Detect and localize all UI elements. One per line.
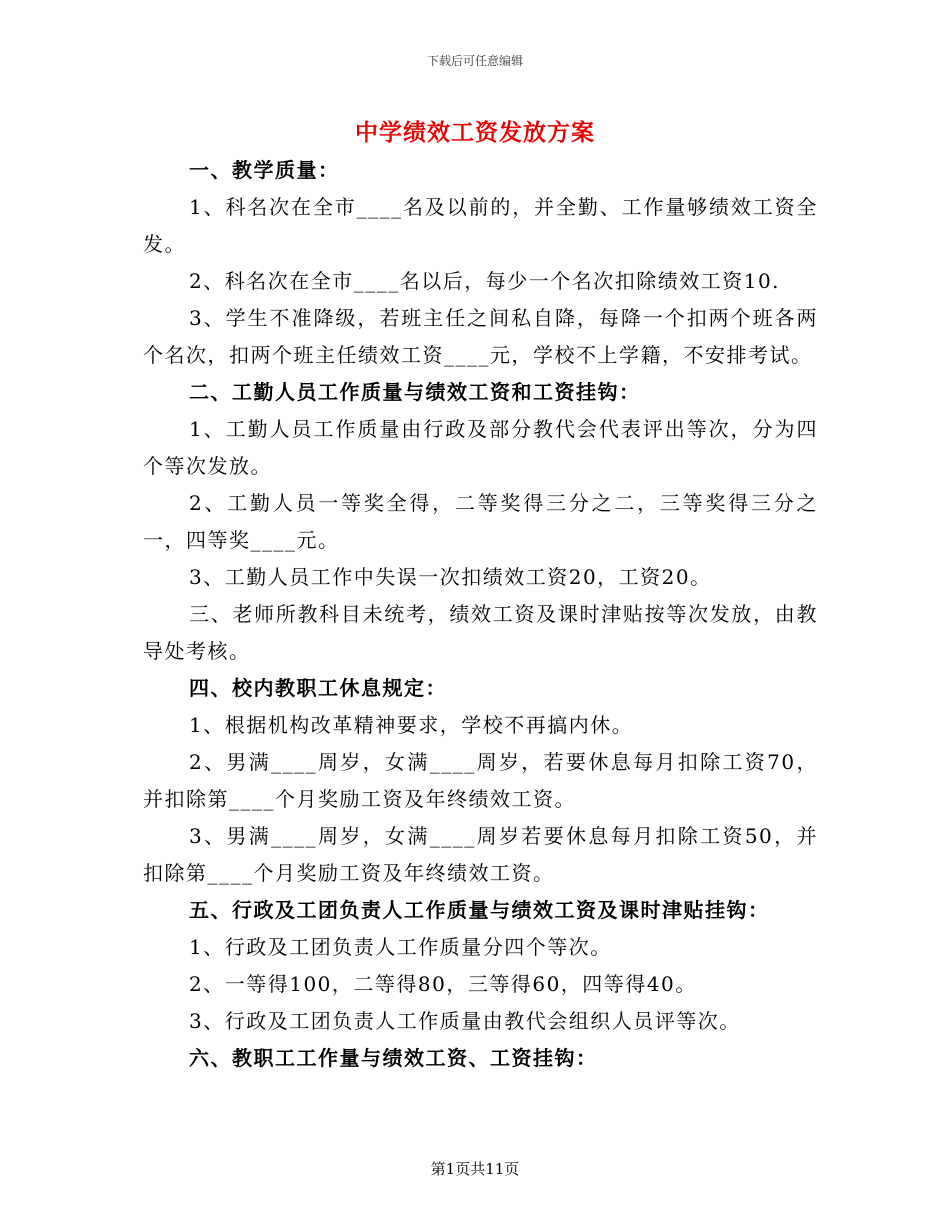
- page-footer: 第1页共11页: [430, 1160, 520, 1178]
- paragraph: 3、男满____周岁，女满____周岁若要休息每月扣除工资50，并扣除第____个月奖励工资及年终绩效工资。: [143, 824, 818, 885]
- section-heading-6: 六、教职工工作量与绩效工资、工资挂钩：: [189, 1046, 598, 1070]
- paragraph: 3、工勤人员工作中失误一次扣绩效工资20，工资20。: [189, 565, 712, 589]
- document-body: [143, 152, 818, 1077]
- paragraph: 1、科名次在全市____名及以前的，并全勤、工作量够绩效工资全发。: [143, 195, 818, 256]
- section-heading-5: 五、行政及工团负责人工作质量与绩效工资及课时津贴挂钩：: [189, 898, 770, 922]
- section-heading-4: 四、校内教职工休息规定：: [189, 676, 447, 700]
- paragraph: 3、行政及工团负责人工作质量由教代会组织人员评等次。: [189, 1009, 741, 1033]
- section-heading-2: 二、工勤人员工作质量与绩效工资和工资挂钩：: [189, 380, 641, 404]
- paragraph: 三、老师所教科目未统考，绩效工资及课时津贴按等次发放，由教导处考核。: [143, 602, 818, 663]
- paragraph: 2、一等得100，二等得80，三等得60，四等得40。: [189, 972, 697, 996]
- paragraph: 1、工勤人员工作质量由行政及部分教代会代表评出等次，分为四个等次发放。: [143, 417, 818, 478]
- paragraph: 1、行政及工团负责人工作质量分四个等次。: [189, 935, 612, 959]
- document-title: 中学绩效工资发放方案: [355, 119, 595, 146]
- paragraph: 1、根据机构改革精神要求，学校不再搞内休。: [189, 713, 634, 737]
- section-heading-1: 一、教学质量：: [189, 158, 340, 182]
- page-header: 下载后可任意编辑: [426, 54, 523, 68]
- paragraph: 2、工勤人员一等奖全得，二等奖得三分之二，三等奖得三分之一，四等奖____元。: [143, 491, 818, 552]
- paragraph: 2、男满____周岁，女满____周岁，若要休息每月扣除工资70，并扣除第____个月奖励工资及年终绩效工资。: [143, 750, 818, 811]
- paragraph: 2、科名次在全市____名以后，每少一个名次扣除绩效工资10.: [189, 269, 781, 293]
- paragraph: 3、学生不准降级，若班主任之间私自降，每降一个扣两个班各两个名次，扣两个班主任绩效工资____元，学校不上学籍，不安排考试。: [143, 306, 818, 367]
